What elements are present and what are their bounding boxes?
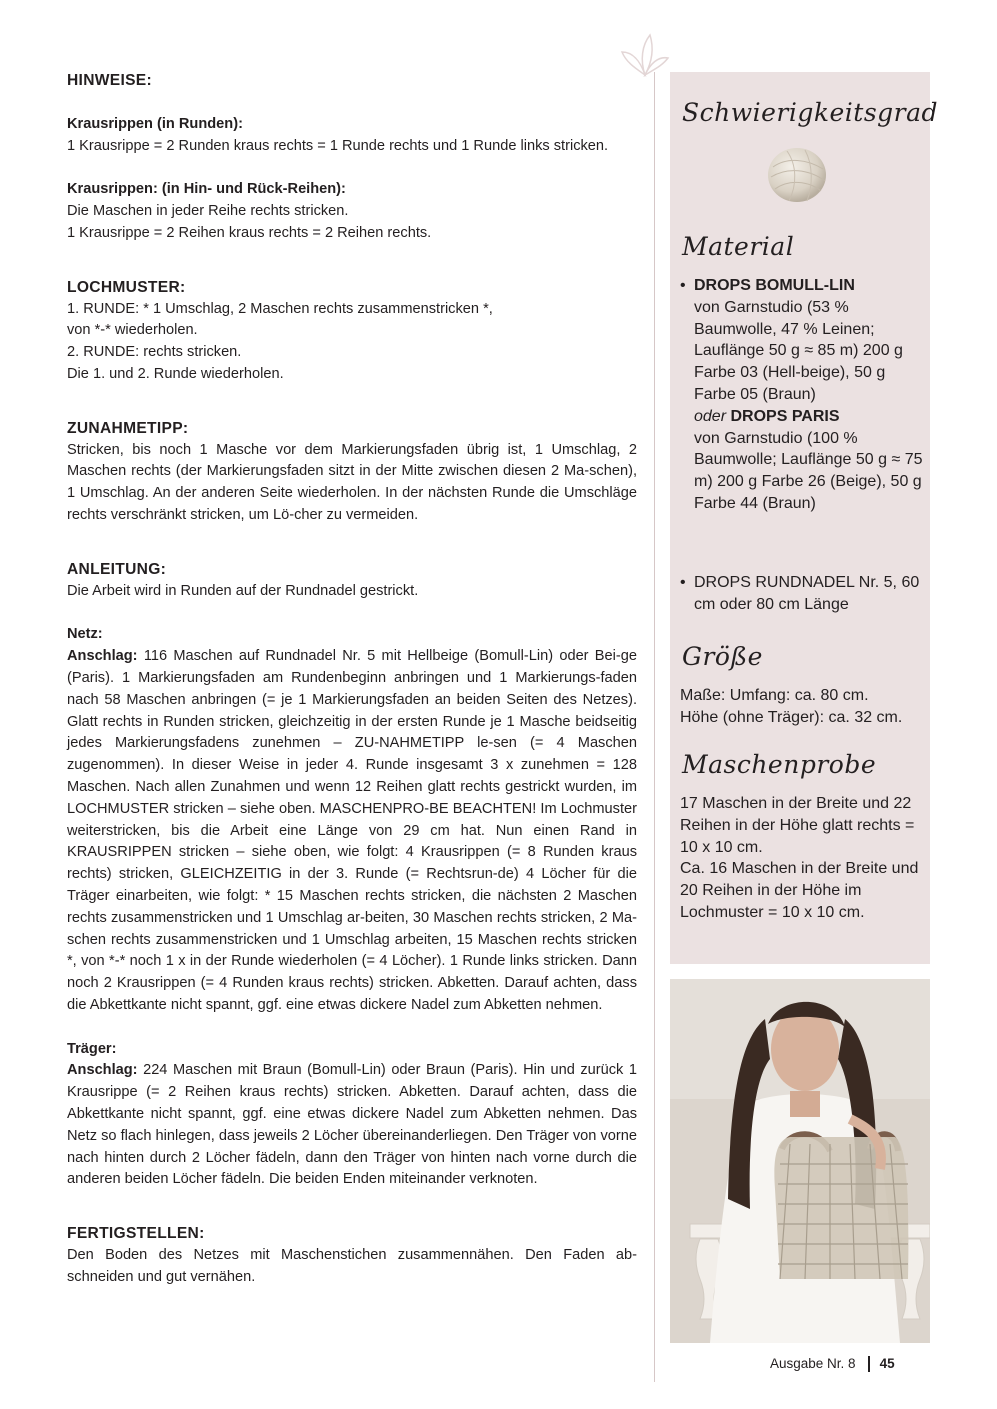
krausrippen-reihen-line1: Die Maschen in jeder Reihe rechts stricken. — [67, 203, 349, 220]
zunahmetipp-heading: ZUNAHMETIPP: — [67, 419, 189, 437]
krausrippen-reihen-title: Krausrippen: (in Hin- und Rück-Reihen): — [67, 181, 346, 198]
anleitung-heading: ANLEITUNG: — [67, 560, 167, 578]
zunahmetipp-text: Stricken, bis noch 1 Masche vor dem Markierungsfaden übrig ist, 1 Umschlag, 2 Maschen rechts (der Markierungsfaden sitzt in der Mitte zwischen diesen 2 Ma-schen), 1 Umschlag. An der anderen Seite wiederholen. In der nächsten Runde die Umschläge rechts verschränkt stricken, um Lö-cher zu vermeiden. — [67, 441, 637, 523]
instructions-column — [67, 70, 637, 1289]
column-divider — [654, 72, 655, 1382]
anleitung-intro: Die Arbeit wird in Runden auf der Rundnadel gestrickt. — [67, 582, 419, 599]
groesse-line1: Maße: Umfang: ca. 80 cm. — [680, 687, 869, 704]
hinweise-heading: HINWEISE: — [67, 72, 153, 89]
material-item-2-name: DROPS PARIS — [726, 407, 840, 425]
traeger-title: Träger: — [67, 1040, 117, 1057]
material-item-2-text: von Garnstudio (100 % Baumwolle; Lauflänge 50 g ≈ 75 m) 200 g Farbe 26 (Beige), 50 g Farbe 44 (Braun) — [694, 429, 923, 512]
fertigstellen-heading: FERTIGSTELLEN: — [67, 1225, 205, 1243]
material-item-1-name: DROPS BOMULL-LIN — [694, 277, 855, 294]
issue-number: Ausgabe Nr. 8 — [770, 1356, 856, 1371]
material-item-2 — [694, 406, 925, 428]
maschenprobe-title: Maschenprobe — [682, 750, 877, 779]
footer-separator — [868, 1356, 870, 1372]
material-or: oder — [694, 407, 727, 425]
lochmuster-heading: LOCHMUSTER: — [67, 278, 186, 296]
lochmuster-line3: 2. RUNDE: rechts stricken. — [67, 344, 242, 361]
maschenprobe-text — [680, 793, 928, 924]
groesse-title: Größe — [682, 642, 763, 671]
groesse-text — [680, 685, 928, 729]
material-item-3 — [680, 572, 925, 616]
lochmuster-line1: 1. RUNDE: * 1 Umschlag, 2 Maschen rechts zusammenstricken *, — [67, 300, 493, 317]
material-title: Material — [682, 232, 795, 261]
difficulty-title: Schwierigkeitsgrad — [682, 98, 939, 127]
krausrippen-runden-text: 1 Krausrippe = 2 Runden kraus rechts = 1 Runde rechts und 1 Runde links stricken. — [67, 137, 609, 154]
traeger-anschlag-label: Anschlag: — [67, 1062, 138, 1079]
groesse-line2: Höhe (ohne Träger): ca. 32 cm. — [680, 708, 903, 726]
netz-paragraph — [67, 646, 637, 1017]
lochmuster-line4: Die 1. und 2. Runde wiederholen. — [67, 365, 284, 382]
krausrippen-reihen-line2: 1 Krausrippe = 2 Reihen kraus rechts = 2 Reihen rechts. — [67, 224, 432, 241]
lochmuster-line2: von *-* wiederholen. — [67, 322, 198, 339]
netz-text: 116 Maschen auf Rundnadel Nr. 5 mit Hellbeige (Bomull-Lin) oder Bei-ge (Paris). 1 Markierungsfaden am Rundenbeginn anbringen und 1 Markierungs-faden nach 58 Maschen anbringen (= je 1 Markierungsfaden an beiden Seiten des Netzes). Glatt rechts in Runden stricken, gleichzeitig in der ersten Runde je 1 Masche beidseitig jedes Markierungsfadens zunehmen – ZU-NAHMETIPP le-sen (= 4 Maschen zugenommen). In dieser Weise in jeder 4. Runde insgesamt 3 x zunehmen = 128 Maschen. Nach allen Zunahmen und wenn 12 Reihen glatt rechts gestrickt wurden, im LOCHMUSTER stricken – siehe oben. MASCHENPRO-BE BEACHTEN! Im Lochmuster weiterstricken, bis die Arbeit eine Länge von 29 cm hat. Nun einen Rand in KRAUSRIPPEN stricken – siehe oben, wie folgt: 4 Krausrippen (= 8 Runden kraus rechts) stricken, GLEICHZEITIG in der 3. Runde (= Rechtsrun-de) 4 Löcher für die Träger einarbeiten, wie folgt: * 15 Maschen rechts stricken, die nächsten 2 Maschen rechts zusammenstricken und 1 Umschlag ar-beiten, 30 Maschen rechts stricken, 2 Ma-schen rechts zusammenstricken und 1 Umschlag arbeiten, 15 Maschen rechts stricken *, von *-* noch 1 x in der Runde wiederholen (= 4 Löcher). 1 Runde links stricken. Dann noch 2 Krausrippen (= 4 Runden kraus rechts) stricken. Abketten. Darauf achten, dass die Abkettkante nicht spannt, ggf. eine etwas dickere Nadel zum Abketten nehmen. — [67, 648, 637, 1013]
netz-title: Netz: — [67, 626, 103, 643]
page-footer — [770, 1356, 940, 1372]
material-item-1-text: von Garnstudio (53 % Baumwolle, 47 % Leinen; Lauflänge 50 g ≈ 85 m) 200 g Farbe 03 (Hell-beige), 50 g Farbe 05 (Braun) — [694, 298, 903, 403]
fertigstellen-text: Den Boden des Netzes mit Maschenstichen zusammennähen. Den Faden ab-schneiden und gut vernähen. — [67, 1247, 637, 1285]
bullet-icon: • — [680, 277, 686, 294]
maschenprobe-text1: 17 Maschen in der Breite und 22 Reihen in der Höhe glatt rechts = 10 x 10 cm. — [680, 795, 915, 856]
krausrippen-runden-title: Krausrippen (in Runden): — [67, 115, 243, 132]
netz-anschlag-label: Anschlag: — [67, 648, 138, 665]
info-sidebar — [670, 72, 939, 964]
material-item-1 — [680, 275, 925, 515]
page-number: 45 — [879, 1356, 895, 1371]
model-with-net-bag-photo — [670, 979, 930, 1343]
maschenprobe-text2: Ca. 16 Maschen in der Breite und 20 Reihen in der Höhe im Lochmuster = 10 x 10 cm. — [680, 860, 919, 921]
bullet-icon: • — [680, 574, 686, 591]
traeger-paragraph — [67, 1060, 637, 1191]
yarn-ball-icon — [767, 147, 827, 203]
material-item-3-text: DROPS RUNDNADEL Nr. 5, 60 cm oder 80 cm Länge — [694, 574, 920, 613]
traeger-text: 224 Maschen mit Braun (Bomull-Lin) oder Braun (Paris). Hin und zurück 1 Krausrippe (= 2 Reihen kraus rechts) stricken. Abketten. Darauf achten, dass die Abkettkante nicht spannt, ggf. eine etwas dickere Nadel zum Abketten nehmen. Das Netz so flach hinlegen, dass jeweils 2 Löcher übereinanderliegen. Den Träger von vorne nach hinten durch 2 Löcher fädeln, dann den Träger von hinten nach vorne durch die anderen beiden Löcher fädeln. Die beiden Enden miteinander verknoten. — [67, 1062, 637, 1188]
